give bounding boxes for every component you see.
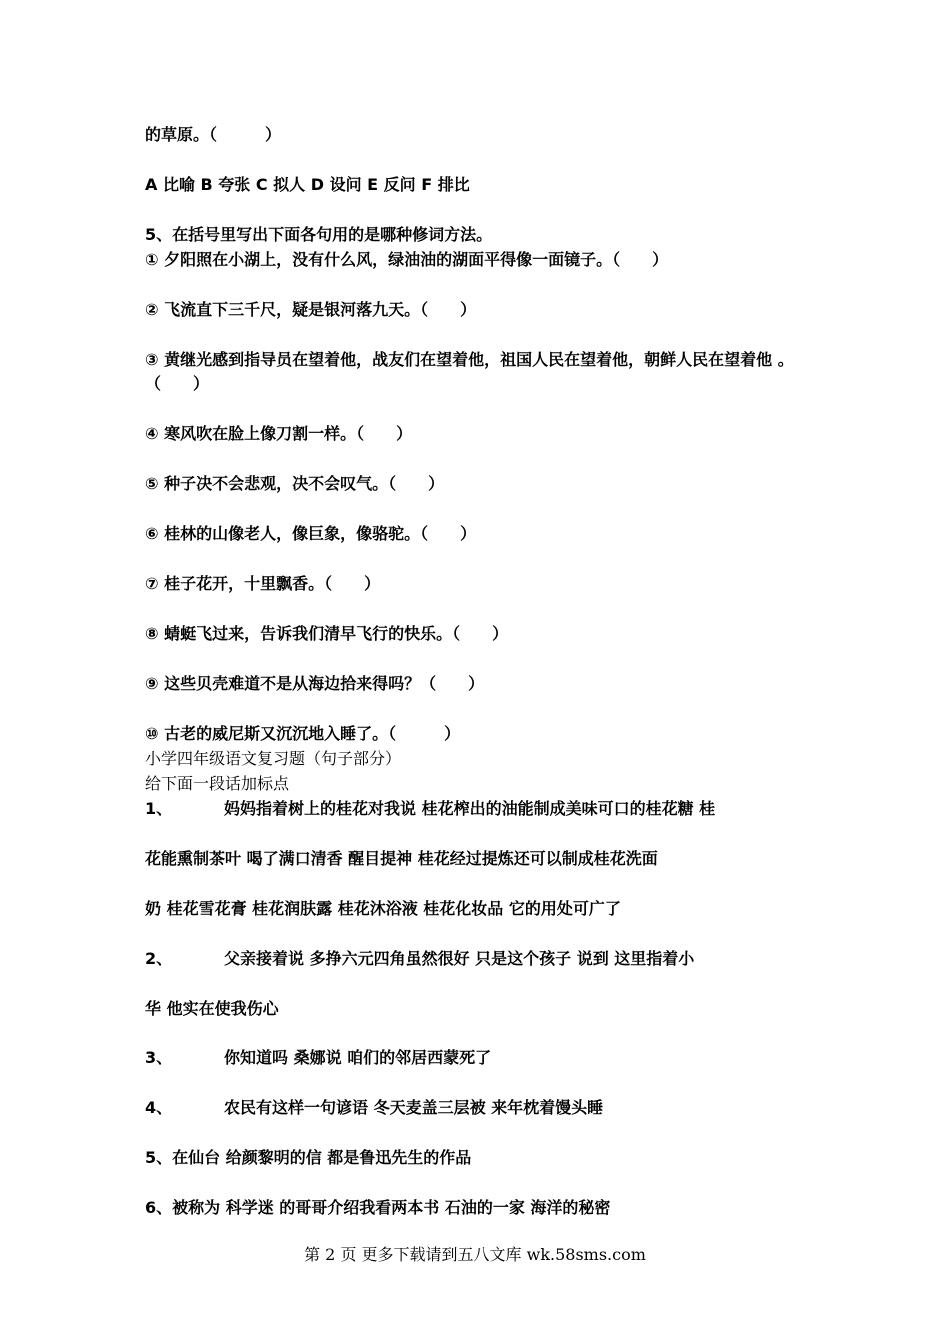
sentence-item: ⑤ 种子决不会悲观，决不会叹气。（ ） (145, 474, 445, 493)
exercise-continuation: 花能熏制茶叶 喝了满口清香 醒目提神 桂花经过提炼还可以制成桂花洗面 (145, 849, 658, 868)
exercise-item-1 (145, 798, 715, 820)
item-text: 你知道吗 桑娜说 咱们的邻居西蒙死了 (224, 1048, 492, 1067)
sentence-item: ⑨ 这些贝壳难道不是从海边拾来得吗？（ ） (145, 674, 485, 693)
item-text: 妈妈指着树上的桂花对我说 桂花榨出的油能制成美味可口的桂花糖 桂 (224, 799, 716, 818)
exercise-item-2 (145, 948, 694, 970)
item-text: 农民有这样一句谚语 冬天麦盖三层被 来年枕着馒头睡 (224, 1098, 604, 1117)
exercise-item-3 (145, 1047, 491, 1069)
sentence-item-answer: （ ） (145, 374, 210, 393)
section-title: 小学四年级语文复习题（句子部分） (145, 749, 402, 768)
item-number: 2、 (145, 949, 173, 968)
item-number: 3、 (145, 1048, 173, 1067)
item-number: 1、 (145, 799, 173, 818)
exercise-item-5: 5、在仙台 给颜黎明的信 都是鲁迅先生的作品 (145, 1148, 472, 1167)
exercise-item-6: 6、被称为 科学迷 的哥哥介绍我看两本书 石油的一家 海洋的秘密 (145, 1198, 611, 1217)
sentence-item: ⑩ 古老的威尼斯又沉沉地入睡了。（ ） (145, 724, 461, 743)
sentence-item: ④ 寒风吹在脸上像刀割一样。（ ） (145, 424, 413, 443)
question-heading: 5、在括号里写出下面各句用的是哪种修词方法。 (145, 225, 493, 244)
item-text: 父亲接着说 多挣六元四角虽然很好 只是这个孩子 说到 这里指着小 (224, 949, 695, 968)
exercise-continuation: 华 他实在使我伤心 (145, 999, 279, 1018)
sentence-item: ⑦ 桂子花开，十里飘香。（ ） (145, 574, 381, 593)
sentence-item: ⑥ 桂林的山像老人，像巨象，像骆驼。（ ） (145, 524, 477, 543)
sentence-item: ③ 黄继光感到指导员在望着他，战友们在望着他，祖国人民在望着他，朝鲜人民在望着他 。 (145, 350, 794, 369)
item-number: 4、 (145, 1098, 173, 1117)
sentence-item: ② 飞流直下三千尺，疑是银河落九天。（ ） (145, 300, 477, 319)
exercise-item-4 (145, 1097, 603, 1119)
options-line: A 比喻 B 夸张 C 拟人 D 设问 E 反问 F 排比 (145, 175, 470, 194)
page-footer: 第 2 页 更多下载请到五八文库 wk.58sms.com (304, 1245, 646, 1264)
sentence-item: ① 夕阳照在小湖上，没有什么风，绿油油的湖面平得像一面镜子。（ ） (145, 250, 669, 269)
exercise-continuation: 奶 桂花雪花膏 桂花润肤露 桂花沐浴液 桂花化妆品 它的用处可广了 (145, 899, 621, 918)
sentence-item: ⑧ 蜻蜓飞过来，告诉我们清早飞行的快乐。（ ） (145, 624, 509, 643)
section-instruction: 给下面一段话加标点 (145, 774, 290, 793)
text-line: 的草原。（ ） (145, 125, 282, 144)
